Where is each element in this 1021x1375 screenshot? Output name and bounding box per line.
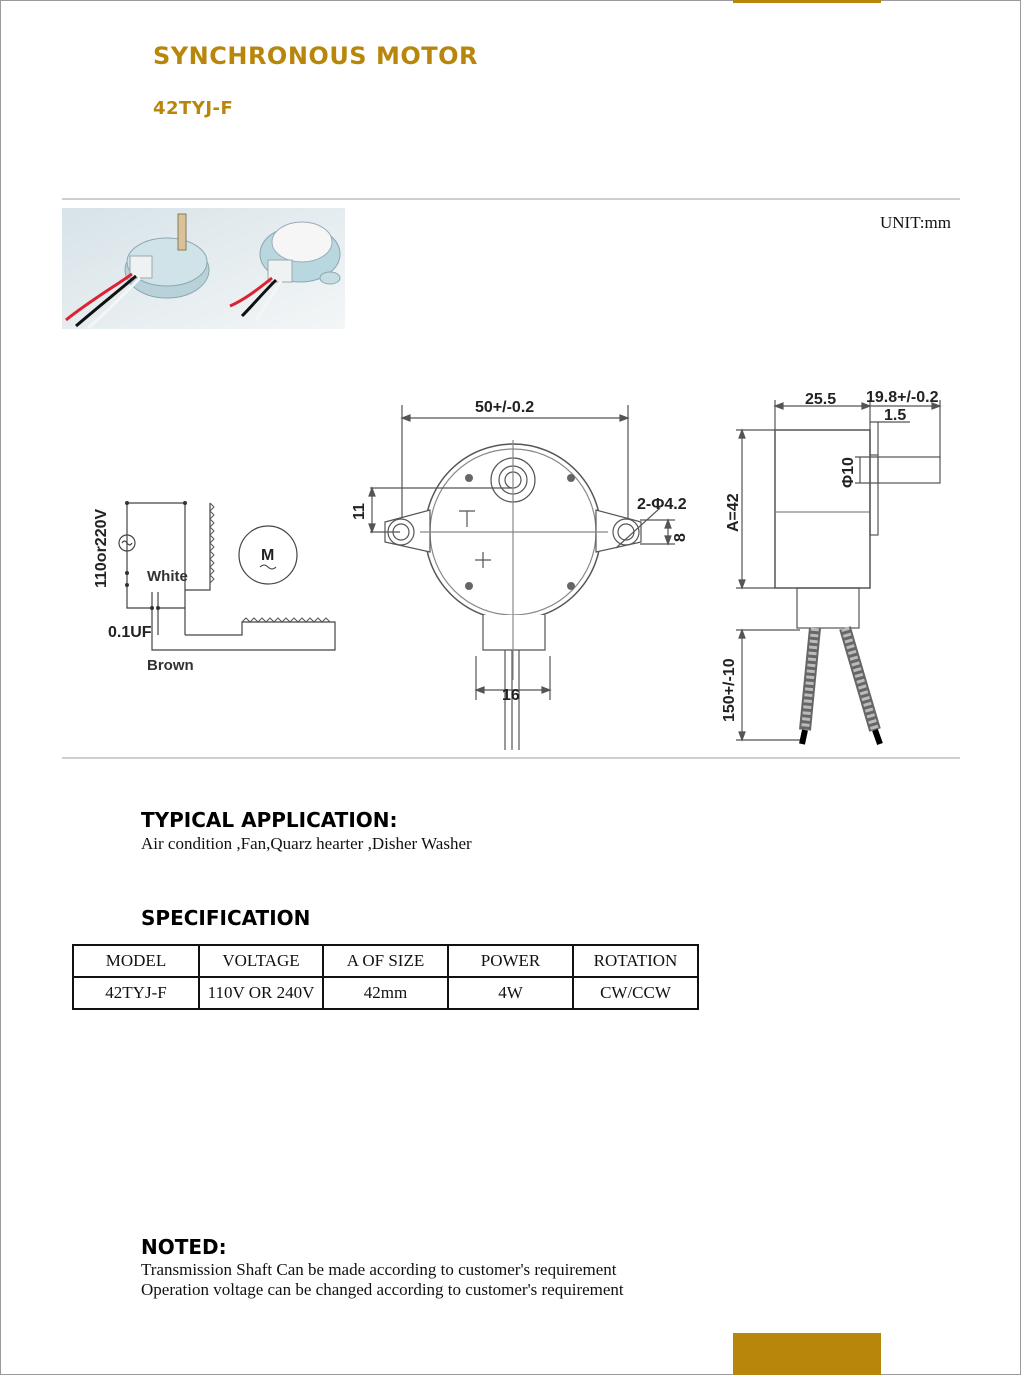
- side-shoulder-label: 1.5: [884, 407, 907, 424]
- table-header: POWER: [448, 945, 573, 977]
- noted-line-2: Operation voltage can be changed according to customer's requirement: [141, 1280, 624, 1299]
- noted-line-1: Transmission Shaft Can be made according to customer's requirement: [141, 1260, 617, 1279]
- table-cell: 4W: [448, 977, 573, 1009]
- motor-symbol-label: M: [261, 547, 275, 564]
- front-holes-label: 2-Φ4.2: [637, 496, 687, 513]
- wiring-white-label: White: [147, 568, 188, 585]
- side-size-a-label: A=42: [725, 493, 742, 532]
- front-ear-label: 8: [672, 533, 689, 542]
- side-shaft-dia-label: Φ10: [840, 457, 857, 488]
- motor-photo-icon: [62, 208, 345, 329]
- technical-drawings: [0, 360, 1021, 760]
- table-cell: CW/CCW: [573, 977, 698, 1009]
- application-heading: TYPICAL APPLICATION:: [141, 808, 398, 832]
- application-text: Air condition ,Fan,Quarz hearter ,Disher Washer: [141, 834, 472, 853]
- table-cell: 42mm: [323, 977, 448, 1009]
- page-title: SYNCHRONOUS MOTOR: [153, 42, 478, 70]
- side-view: [736, 400, 940, 740]
- front-base-label: 16: [502, 687, 520, 704]
- lead-wires: [802, 628, 880, 744]
- specification-table: [72, 944, 699, 1010]
- front-offset-label: 11: [351, 503, 368, 520]
- unit-label: UNIT:mm: [880, 213, 951, 232]
- table-header-row: [73, 945, 698, 977]
- bottom-accent-bar: [733, 1333, 881, 1375]
- wiring-voltage-label: 110or220V: [93, 508, 110, 588]
- table-header: VOLTAGE: [199, 945, 323, 977]
- front-width-label: 50+/-0.2: [475, 399, 535, 416]
- side-lead-length-label: 150+/-10: [721, 658, 738, 722]
- noted-heading: NOTED:: [141, 1235, 227, 1259]
- side-shaft-length-label: 19.8+/-0.2: [866, 389, 939, 406]
- table-header: A OF SIZE: [323, 945, 448, 977]
- model-subtitle: 42TYJ-F: [153, 98, 234, 119]
- divider-bottom: [62, 757, 960, 759]
- specification-heading: SPECIFICATION: [141, 906, 311, 930]
- divider-top: [62, 198, 960, 200]
- table-header: ROTATION: [573, 945, 698, 977]
- table-cell: 42TYJ-F: [73, 977, 199, 1009]
- wiring-capacitor-label: 0.1UF: [108, 624, 152, 641]
- table-row: [73, 977, 698, 1009]
- side-depth-label: 25.5: [805, 391, 837, 408]
- wiring-brown-label: Brown: [147, 657, 194, 674]
- top-accent-bar: [733, 0, 881, 3]
- front-view: [369, 405, 675, 750]
- table-header: MODEL: [73, 945, 199, 977]
- table-cell: 110V OR 240V: [199, 977, 323, 1009]
